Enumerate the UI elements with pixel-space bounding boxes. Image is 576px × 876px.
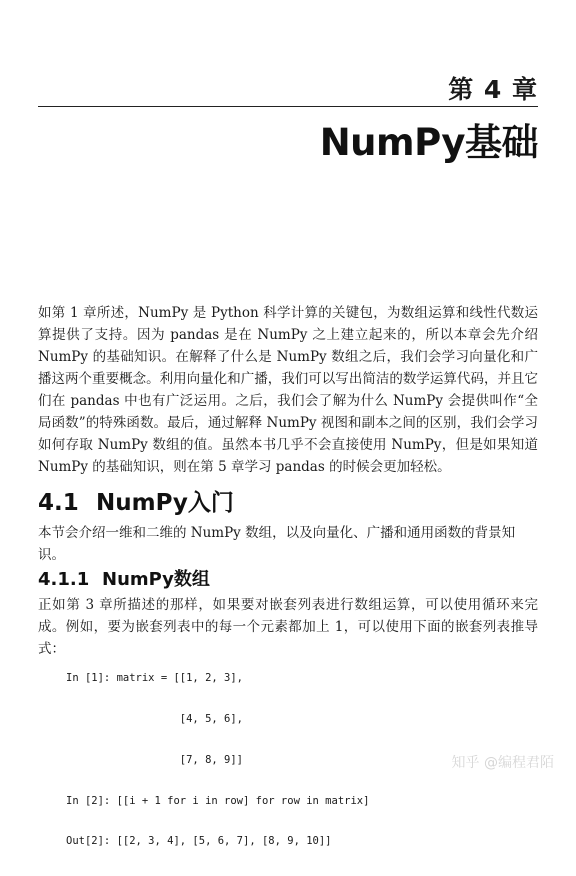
watermark: 知乎 @编程君陌 (451, 755, 554, 771)
code-line: In [2]: [[i + 1 for i in row] for row in matrix] (66, 794, 370, 807)
subsection-heading (38, 565, 210, 591)
section-heading (38, 484, 234, 517)
section-title: NumPy入门 (96, 490, 234, 516)
chapter-divider (38, 106, 538, 107)
code-line: [4, 5, 6], (66, 712, 244, 725)
code-block (66, 645, 369, 876)
intro-paragraph: 如第 1 章所述，NumPy 是 Python 科学计算的关键包，为数组运算和线性代数运算提供了支持。因为 pandas 是在 NumPy 之上建立起来的，所以本章会先介绍 NumPy 的基础知识。在解释了什么是 NumPy 数组之后，我们会学习向量化和广播这两个重要概念。利用向量化和广播，我们可以写出简洁的数学运算代码，并且它们在 pandas 中也有广泛运用。之后，我们会了解为什么 NumPy 会提供叫作“全局函数”的特殊函数。最后，通过解释 NumPy 视图和副本之间的区别，我们会学习如何存取 NumPy 数组的值。虽然本书几乎不会直接使用 NumPy，但是如果知道 NumPy 的基础知识，则在第 5 章学习 pandas 的时候会更加轻松。 (38, 305, 538, 475)
chapter-label: 第 4 章 (448, 75, 538, 104)
code-line: Out[2]: [[2, 3, 4], [5, 6, 7], [8, 9, 10]] (66, 835, 332, 848)
code-line: [7, 8, 9]] (66, 753, 244, 766)
chapter-title: NumPy基础 (319, 121, 538, 164)
subsection-title: NumPy数组 (102, 569, 210, 590)
section-paragraph: 本节会介绍一维和二维的 NumPy 数组，以及向量化、广播和通用函数的背景知识。 (38, 525, 516, 563)
section-number: 4.1 (38, 490, 79, 516)
subsection-number: 4.1.1 (38, 569, 90, 590)
subsection-paragraph: 正如第 3 章所描述的那样，如果要对嵌套列表进行数组运算，可以使用循环来完成。例如，要为嵌套列表中的每一个元素都加上 1，可以使用下面的嵌套列表推导式： (38, 597, 538, 657)
code-line: In [1]: matrix = [[1, 2, 3], (66, 672, 244, 685)
